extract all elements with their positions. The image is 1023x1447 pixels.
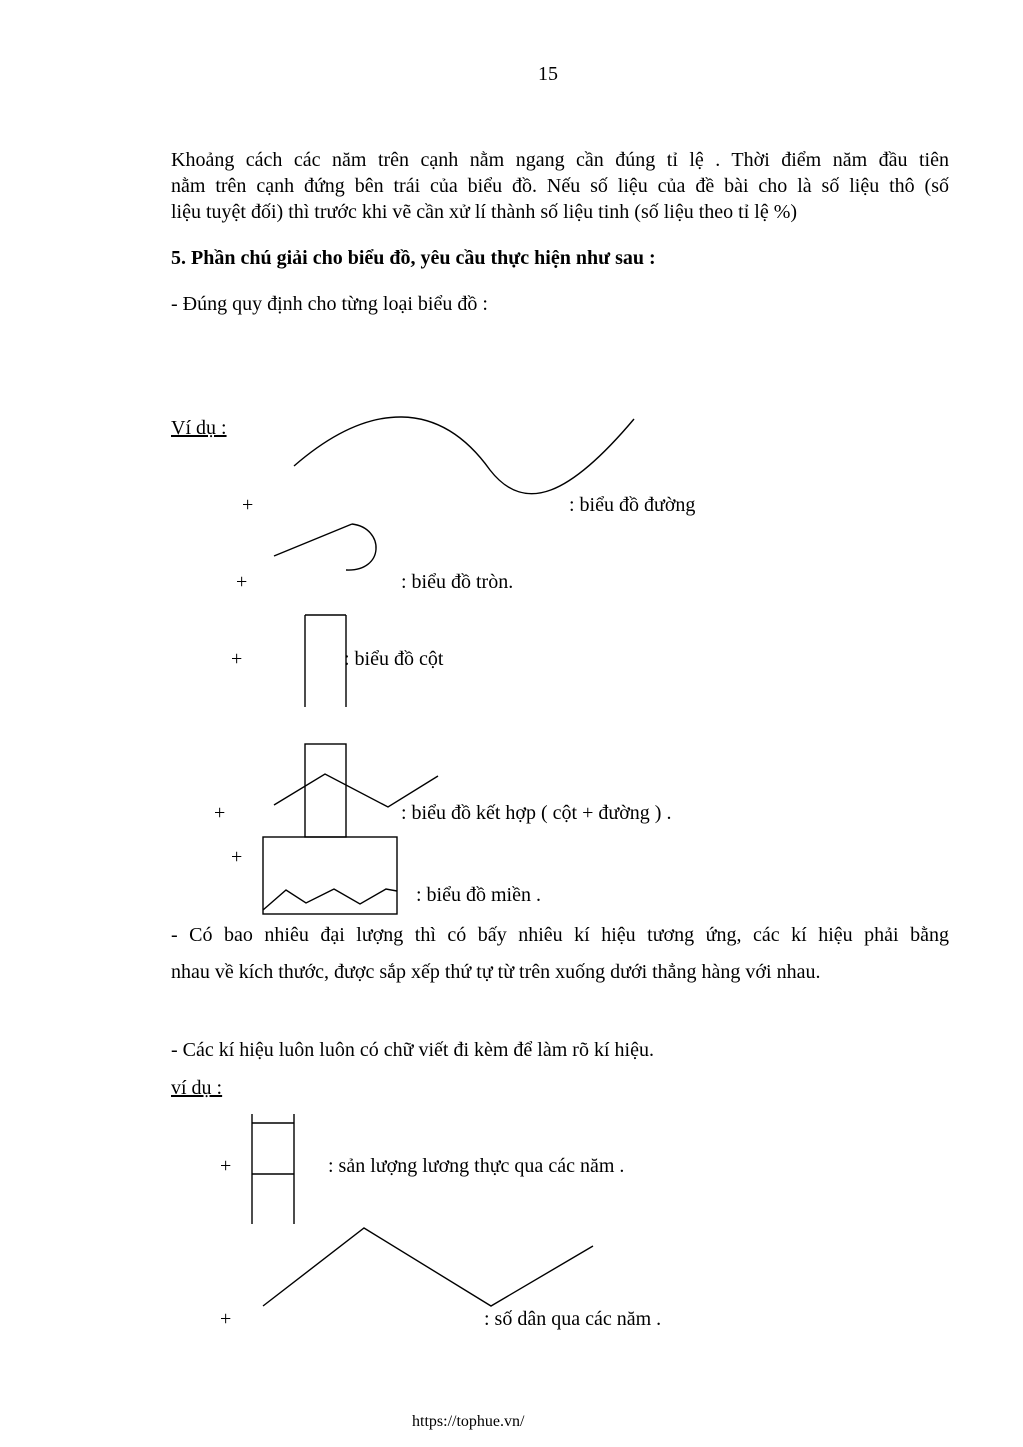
intro-line-1: Khoảng cách các năm trên cạnh nằm ngang cần đúng tỉ lệ . Thời điểm năm đầu tiên xyxy=(171,149,949,171)
pie-chart-marker: + xyxy=(236,571,248,593)
line-chart-marker: + xyxy=(242,494,254,516)
intro-line-3: liệu tuyệt đối) thì trước khi vẽ cần xử lí thành số liệu tinh (số liệu theo tỉ lệ %) xyxy=(171,201,798,223)
combo-chart-label: : biểu đồ kết hợp ( cột + đường ) . xyxy=(401,802,672,824)
area-chart-marker: + xyxy=(231,846,243,868)
population-symbol xyxy=(263,1228,593,1306)
food-output-marker: + xyxy=(220,1155,232,1177)
footer-url: https://tophue.vn/ xyxy=(412,1413,525,1430)
combo-chart-symbol xyxy=(274,744,438,837)
line-chart-label: : biểu đồ đường xyxy=(569,494,696,516)
area-chart-label: : biểu đồ miền . xyxy=(416,884,541,906)
area-chart-symbol xyxy=(263,837,397,914)
rule-2-line-2: nhau về kích thước, được sắp xếp thứ tự từ trên xuống dưới thẳng hàng với nhau. xyxy=(171,961,821,983)
pie-chart-symbol xyxy=(274,524,376,570)
rule-3-text: - Các kí hiệu luôn luôn có chữ viết đi kèm để làm rõ kí hiệu. xyxy=(171,1039,654,1061)
food-output-symbol xyxy=(252,1114,294,1224)
line-chart-symbol xyxy=(294,417,634,494)
bar-chart-symbol xyxy=(305,615,346,707)
bar-chart-marker: + xyxy=(231,648,243,670)
population-label: : số dân qua các năm . xyxy=(484,1308,662,1330)
pie-chart-label: : biểu đồ tròn. xyxy=(401,571,514,593)
food-output-label: : sản lượng lương thực qua các năm . xyxy=(328,1155,625,1177)
example-2-label: ví dụ : xyxy=(171,1077,223,1099)
population-marker: + xyxy=(220,1308,232,1330)
combo-chart-marker: + xyxy=(214,802,226,824)
example-1-label: Ví dụ : xyxy=(171,417,227,439)
bar-chart-label: : biểu đồ cột xyxy=(344,648,444,670)
rule-1-text: - Đúng quy định cho từng loại biểu đồ : xyxy=(171,293,488,315)
section-5-heading: 5. Phần chú giải cho biểu đồ, yêu cầu thực hiện như sau : xyxy=(171,247,656,269)
page-number: 15 xyxy=(538,63,558,85)
rule-2-line-1: - Có bao nhiêu đại lượng thì có bấy nhiêu kí hiệu tương ứng, các kí hiệu phải bằng xyxy=(171,924,949,946)
intro-line-2: nằm trên cạnh đứng bên trái của biểu đồ. Nếu số liệu của đề bài cho là số liệu thô (số xyxy=(171,175,949,197)
